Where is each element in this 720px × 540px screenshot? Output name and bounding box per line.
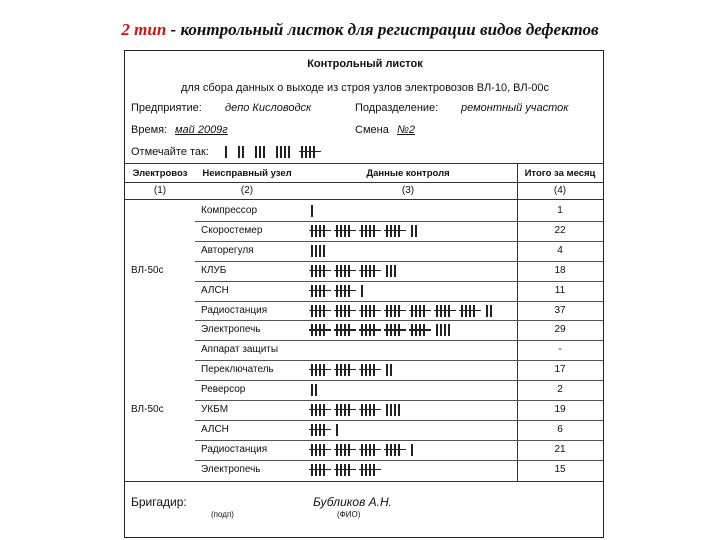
tally-group [311,384,321,396]
name-hint: (ФИО) [337,510,361,519]
tally-strike [309,409,331,410]
tally-bar [444,324,446,336]
tally-strike [359,409,381,410]
row-rule [195,400,603,401]
unit-name: АЛСН [201,423,229,435]
tally-group [486,305,496,317]
unit-name: Авторегуля [201,244,254,256]
row-rule [195,360,603,361]
tally-bar [490,305,492,317]
tally-group [361,265,379,277]
tally-group [436,305,454,317]
tally-group [225,146,231,158]
tally-group [386,305,404,317]
tally-marks [311,404,411,416]
unit-name: Аппарат защиты [201,344,279,356]
tally-group [336,285,354,297]
tally-marks [311,245,336,257]
tally-group [311,464,329,476]
tally-bar [259,146,261,158]
unit-name: Скоростемер [201,224,263,236]
tally-group [311,404,329,416]
tally-group [411,305,429,317]
tally-marks [311,324,461,336]
row-total: 37 [554,304,566,316]
tally-bar [386,404,388,416]
locomotive-label: ВЛ-50с [131,403,164,415]
tally-strike [299,151,321,152]
tally-marks [311,305,503,317]
colnum-top-rule [125,182,603,183]
tally-group [301,146,319,158]
tally-bar [284,146,286,158]
tally-group [386,265,400,277]
tally-strike [359,329,381,330]
tally-strike [459,310,481,311]
tally-bar [448,324,450,336]
department-label: Подразделение: [355,102,439,114]
tally-strike [384,310,406,311]
tally-strike [309,449,331,450]
tally-strike [334,270,356,271]
row-rule [195,320,603,321]
tally-group [255,146,269,158]
tally-bar [288,146,290,158]
tally-strike [359,230,381,231]
tally-marks [311,464,386,476]
tally-group [311,205,317,217]
tally-strike [359,469,381,470]
row-total: 22 [554,224,566,236]
tally-bar [315,384,317,396]
tally-group [336,424,342,436]
tally-group [311,225,329,237]
tally-bar [280,146,282,158]
tally-strike [309,310,331,311]
tally-group [336,225,354,237]
unit-name: Переключатель [201,364,274,376]
tally-bar [263,146,265,158]
row-total: 11 [554,284,566,296]
tally-strike [334,310,356,311]
header-top-rule [125,163,603,164]
tally-strike [334,409,356,410]
tally-marks [311,225,428,237]
row-rule [195,221,603,222]
tally-group [411,324,429,336]
row-rule [195,420,603,421]
tally-group [311,265,329,277]
tally-strike [434,310,456,311]
tally-strike [409,310,431,311]
row-rule [195,281,603,282]
unit-name: Электропечь [201,324,261,336]
unit-name: Реверсор [201,384,246,396]
tally-group [361,444,379,456]
tally-strike [359,310,381,311]
tally-bar [486,305,488,317]
unit-name: АЛСН [201,284,229,296]
tally-bar [386,265,388,277]
tally-group [361,464,379,476]
tally-group [386,404,404,416]
tally-bar [311,205,313,217]
tally-strike [309,290,331,291]
tally-strike [309,230,331,231]
tally-group [411,225,421,237]
tally-bar [242,146,244,158]
unit-name: КЛУБ [201,264,227,276]
tally-strike [334,449,356,450]
row-total: 29 [554,324,566,336]
col-header-data: Данные контроля [366,168,450,179]
tally-bar [319,245,321,257]
col-number-4: (4) [553,185,567,196]
tally-group [436,324,454,336]
col-header-locomotive: Электровоз [132,168,188,179]
signature-hint: (подп) [211,510,234,519]
tally-group [411,444,417,456]
tally-group [386,225,404,237]
tally-bar [361,285,363,297]
tally-bar [390,364,392,376]
sheet-subtitle: для сбора данных о выходе из строя узлов электровозов ВЛ-10, ВЛ-00с [180,82,550,94]
col-number-3: (3) [401,185,415,196]
time-value: май 2009г [175,124,228,136]
row-rule [195,380,603,381]
tally-strike [309,270,331,271]
header-total-divider [517,163,518,199]
tally-marks [311,444,424,456]
unit-name: Радиостанция [201,304,268,316]
row-rule [195,340,603,341]
foreman-label: Бригадир: [131,495,187,509]
shift-label: Смена [355,124,389,136]
unit-name: Радиостанция [201,443,268,455]
row-total: 2 [557,384,563,396]
tally-group [336,324,354,336]
tally-group [361,305,379,317]
tally-group [336,444,354,456]
row-rule [195,261,603,262]
tally-group [386,444,404,456]
enterprise-label: Предприятие: [131,102,202,114]
tally-strike [309,469,331,470]
tally-marks [311,384,328,396]
tally-strike [334,469,356,470]
tally-group [311,305,329,317]
tally-bar [390,265,392,277]
tally-group [311,444,329,456]
tally-strike [359,270,381,271]
tally-group [361,225,379,237]
col-number-1: (1) [153,185,167,196]
mark-label: Отмечайте так: [131,146,209,158]
tally-bar [255,146,257,158]
tally-strike [334,290,356,291]
tally-bar [238,146,240,158]
shift-value: №2 [397,124,416,136]
check-sheet [124,50,604,538]
tally-group [361,404,379,416]
tally-group [361,324,379,336]
col-header-unit: Неисправный узел [202,168,292,179]
row-rule [195,241,603,242]
tally-bar [394,265,396,277]
tally-group [336,364,354,376]
unit-name: УКБМ [201,404,229,415]
tally-bar [436,324,438,336]
row-rule [195,301,603,302]
department-value: ремонтный участок [461,102,569,114]
tally-strike [309,329,331,330]
row-total: 18 [554,264,566,276]
tally-bar [315,245,317,257]
tally-bar [336,424,338,436]
tally-bar [386,364,388,376]
row-total: 15 [554,463,566,475]
tally-group [386,324,404,336]
row-total: 4 [557,244,563,256]
tally-bar [440,324,442,336]
tally-strike [359,449,381,450]
tally-strike [384,329,406,330]
tally-marks [311,285,374,297]
tally-marks [311,364,403,376]
tally-group [311,245,329,257]
tally-group [336,305,354,317]
tally-group [311,424,329,436]
tally-group [461,305,479,317]
tally-marks [311,265,407,277]
col-header-total: Итого за месяц [524,168,596,179]
tally-strike [334,329,356,330]
row-total: 1 [557,205,563,216]
row-rule [195,440,603,441]
tally-group [336,404,354,416]
unit-name: Компрессор [201,205,258,216]
tally-strike [334,230,356,231]
tally-marks [311,424,349,436]
tally-bar [411,225,413,237]
tally-strike [384,449,406,450]
row-rule [195,460,603,461]
foreman-value: Бубликов А.Н. [313,495,393,509]
tally-bar [394,404,396,416]
tally-bar [398,404,400,416]
tally-strike [384,230,406,231]
tally-bar [415,225,417,237]
tally-strike [334,369,356,370]
tally-group [238,146,248,158]
tally-bar [276,146,278,158]
row-total: 19 [554,404,566,415]
tally-group [361,364,379,376]
tally-strike [309,369,331,370]
tally-group [336,464,354,476]
tally-bar [311,245,313,257]
tally-marks [311,205,324,217]
row-total: 17 [554,364,566,376]
tally-strike [309,429,331,430]
slide-title-text: - контрольный листок для регистрации видов дефектов [166,20,599,39]
tally-group [361,285,367,297]
tally-group [311,324,329,336]
tally-bar [390,404,392,416]
tally-strike [409,329,431,330]
row-total: 21 [554,443,566,455]
tally-group [336,265,354,277]
tally-bar [225,146,227,158]
tally-group [311,285,329,297]
tally-group [311,364,329,376]
tally-bar [311,384,313,396]
unit-name: Электропечь [201,463,261,475]
row-total: 6 [557,423,563,435]
sheet-title: Контрольный листок [307,58,423,70]
tally-bar [411,444,413,456]
tally-bar [323,245,325,257]
row-total: - [558,344,562,356]
slide-title-number: 2 тип [121,20,167,39]
col-number-2: (2) [240,185,254,196]
footer-rule [125,481,603,482]
tally-strike [359,369,381,370]
enterprise-value: депо Кисловодск [225,102,312,114]
locomotive-label: ВЛ-50с [131,264,164,276]
tally-group [386,364,396,376]
tally-group [276,146,294,158]
mark-legend [225,146,326,158]
colnum-bottom-rule [125,199,603,200]
slide-title [0,20,720,40]
time-label: Время: [131,124,168,136]
